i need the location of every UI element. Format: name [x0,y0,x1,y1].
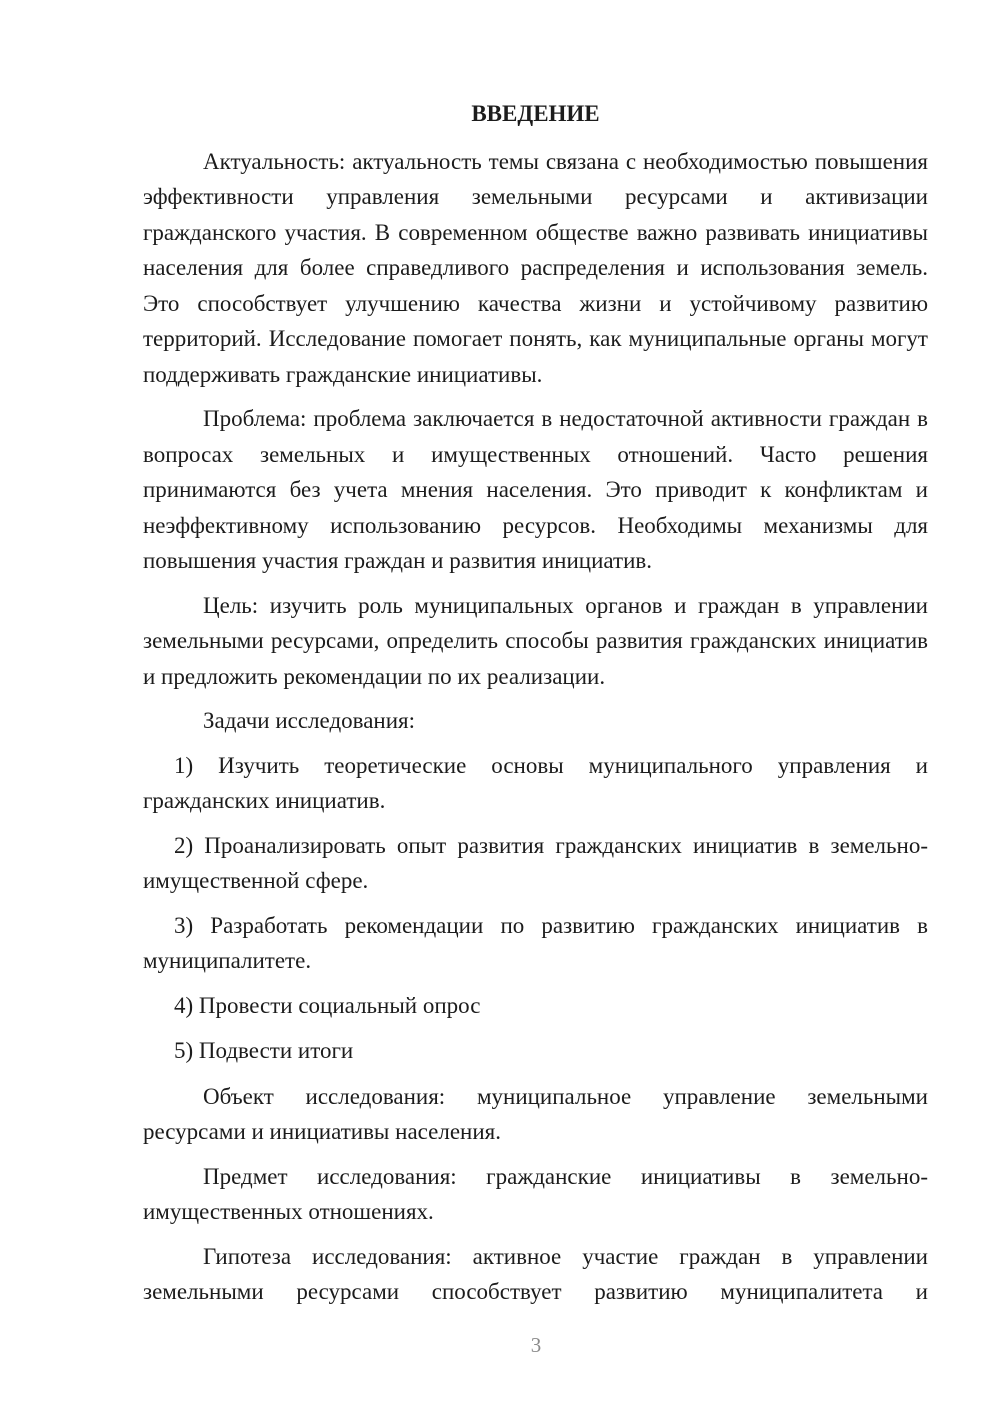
subject-paragraph: Предмет исследования: гражданские инициативы в земельно-имущественных отношениях. [143,1163,928,1224]
tasks-heading: Задачи исследования: [203,708,416,733]
hypothesis-paragraph: Гипотеза исследования: активное участие граждан в управлении земельными ресурсами способствует развитию муниципалитета и [143,1243,928,1304]
page-number: 3 [530,1333,542,1357]
task-item-4: 4) Провести социальный опрос [174,992,481,1018]
section-title: ВВЕДЕНИЕ [471,101,600,126]
problem-paragraph: Проблема: проблема заключается в недостаточной активности граждан в вопросах земельных и имущественных отношений. Часто решения принимаются без учета мнения населения. Это приводит к конфликтам и неэффективному использованию ресурсов. Необходимы механизмы для повышения участия граждан и развития инициатив. [143,406,928,573]
relevance-paragraph: Актуальность: актуальность темы связана с необходимостью повышения эффективности управления земельными ресурсами и активизации гражданского участия. В современном обществе важно развивать инициативы населения для более справедливого распределения и использования земель. Это способствует улучшению качества жизни и устойчивому развитию территорий. Исследование помогает понять, как муниципальные органы могут поддерживать гражданские инициативы. [143,148,928,387]
task-item-1: 1) Изучить теоретические основы муниципального управления и гражданских инициатив. [143,752,928,813]
task-item-5: 5) Подвести итоги [174,1038,354,1063]
task-item-2: 2) Проанализировать опыт развития гражданских инициатив в земельно-имущественной сфере. [143,832,928,893]
goal-paragraph: Цель: изучить роль муниципальных органов и граждан в управлении земельными ресурсами, определить способы развития гражданских инициатив и предложить рекомендации по их реализации. [143,592,928,689]
object-paragraph: Объект исследования: муниципальное управление земельными ресурсами и инициативы населения. [143,1083,928,1144]
task-item-3: 3) Разработать рекомендации по развитию гражданских инициатив в муниципалитете. [143,912,928,973]
document-page [143,96,928,1319]
